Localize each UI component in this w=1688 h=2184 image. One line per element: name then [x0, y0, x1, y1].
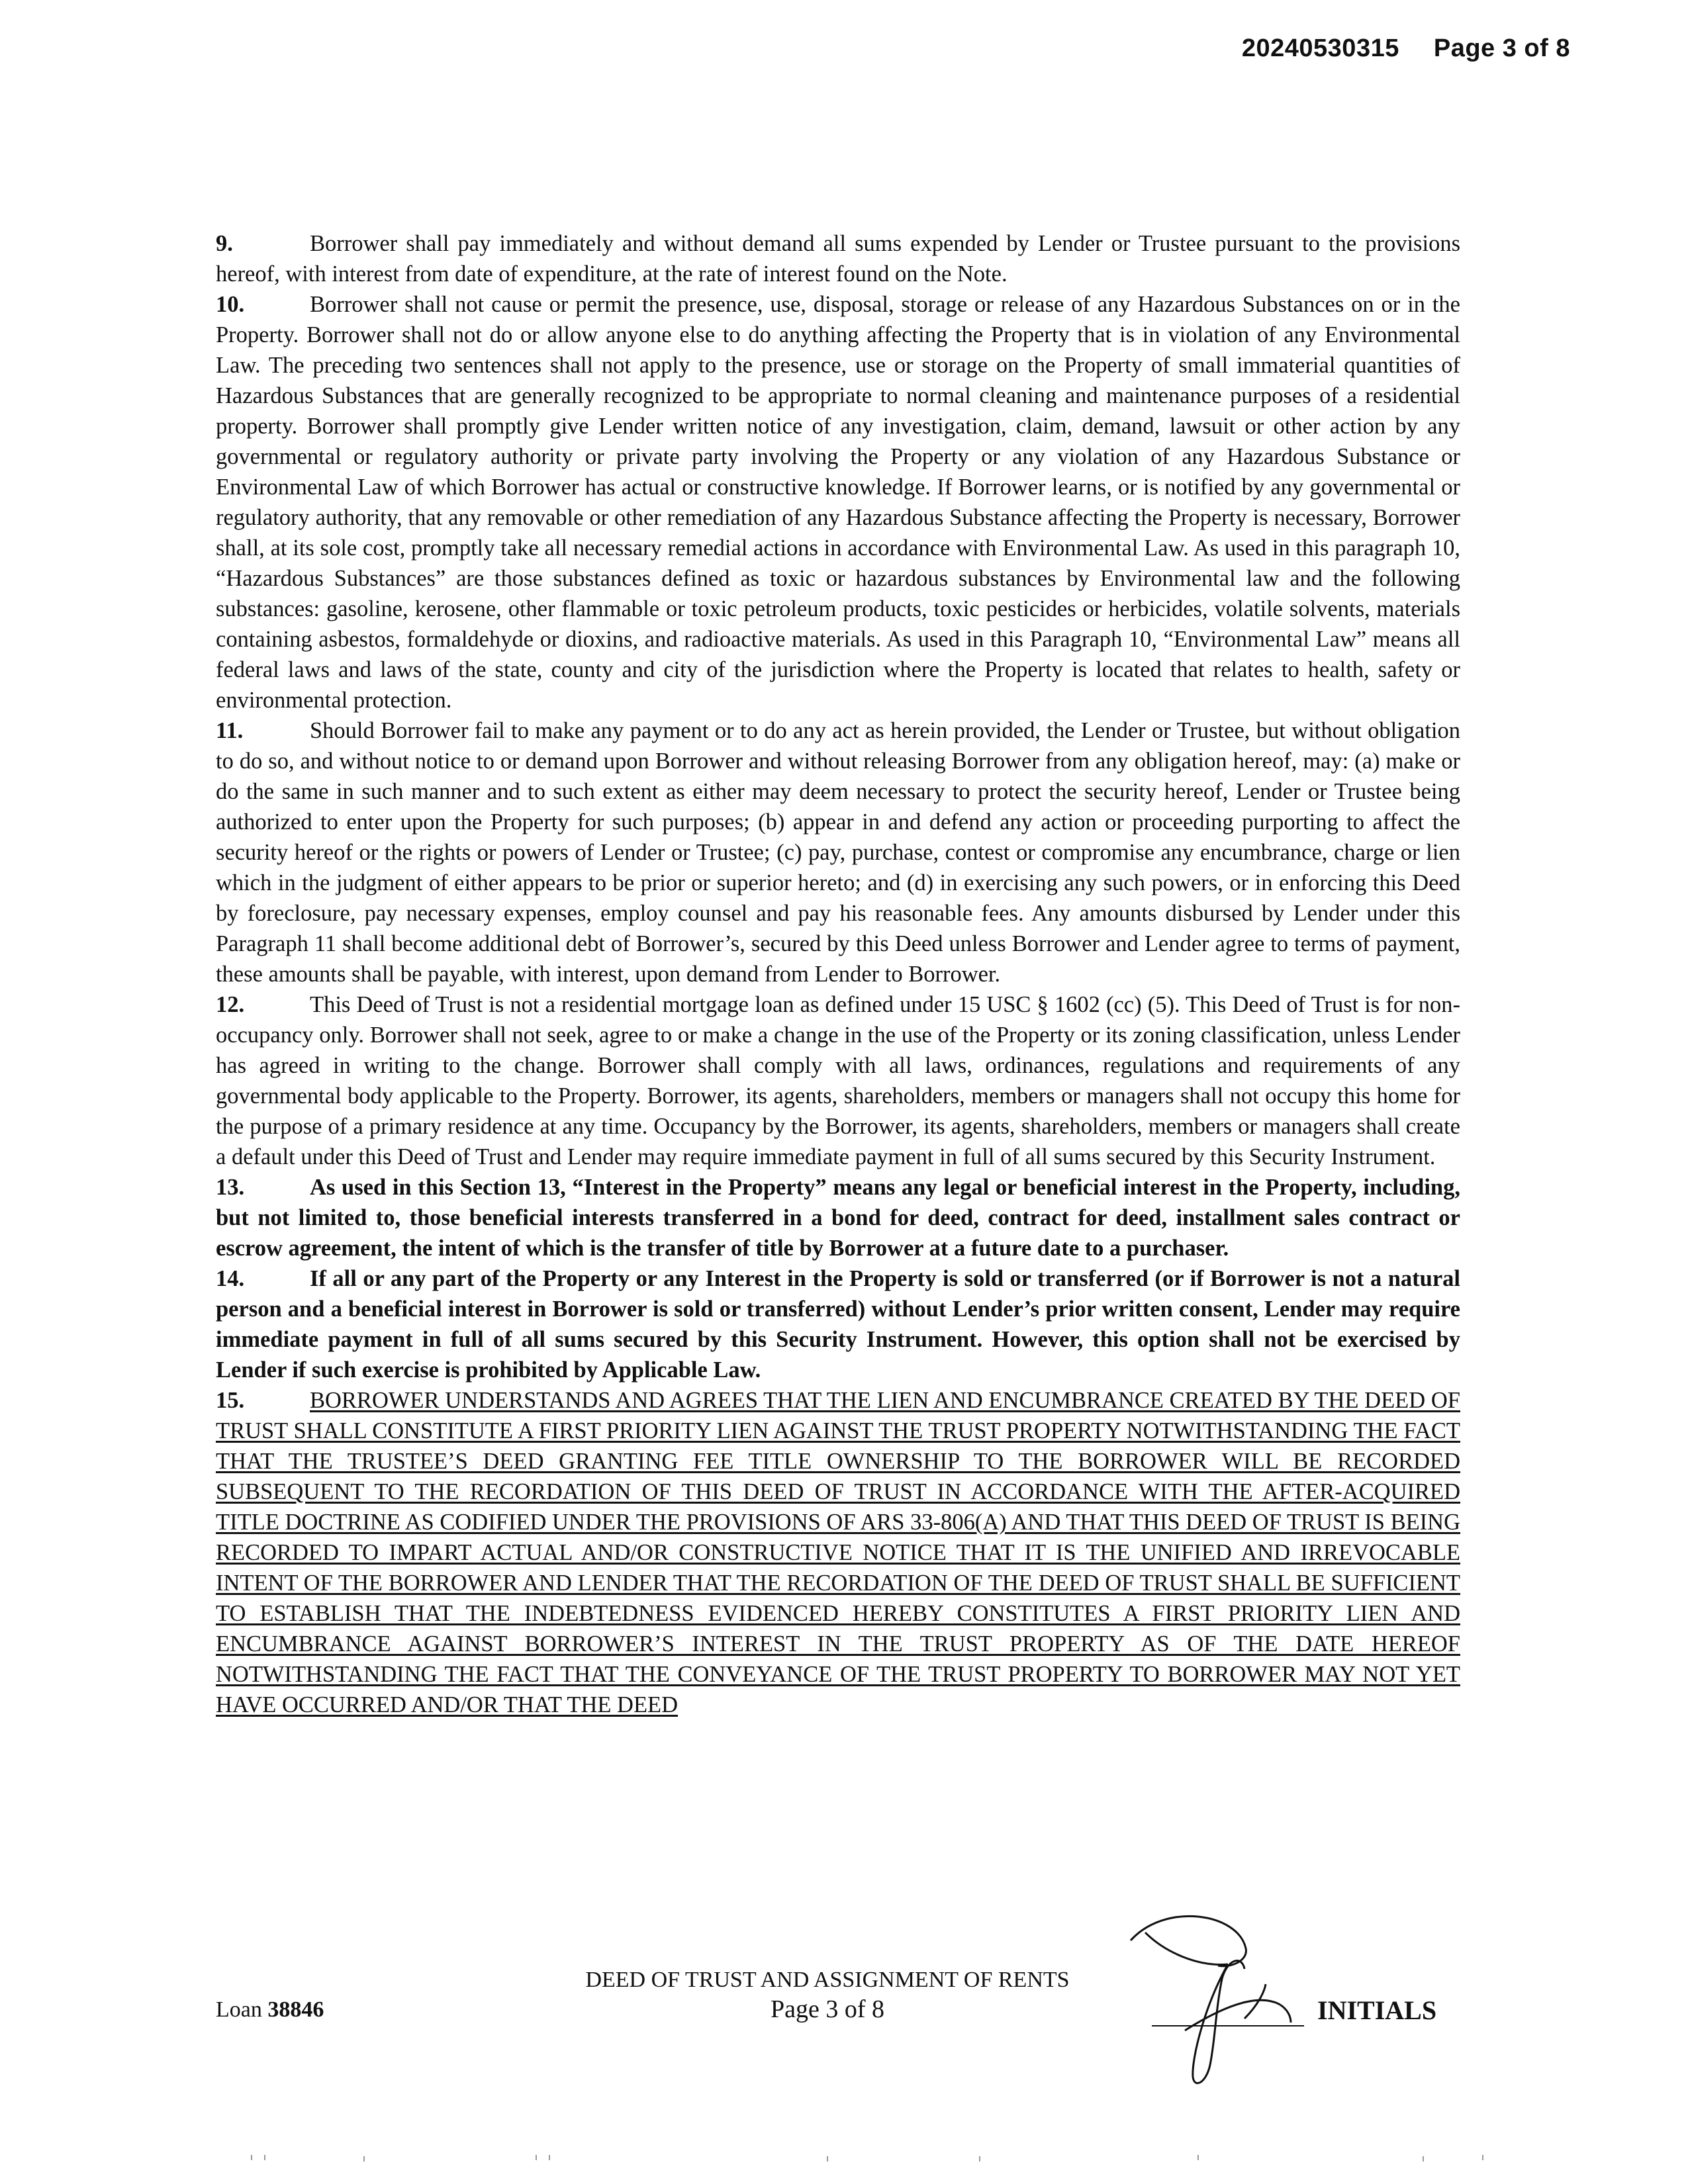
footer-title-block: [530, 1966, 1125, 2024]
loan-number: 38846: [267, 1997, 324, 2022]
paragraph-text: If all or any part of the Property or any Interest in the Property is sold or transferred (or if Borrower is not a natural person and a beneficial interest in Borrower is sold or transferred) without Lender’s prior written consent, Lender may require immediate payment in full of all sums secured by this Security Instrument. However, this option shall not be exercised by Lender if such exercise is prohibited by Applicable Law.: [216, 1266, 1460, 1383]
paragraph-number: 11.: [216, 718, 244, 743]
header-page-label: Page 3 of 8: [1433, 34, 1570, 62]
document-number: 20240530315: [1241, 34, 1399, 62]
paragraph-text: Should Borrower fail to make any payment or to do any act as herein provided, the Lender or Trustee, but without obligation to do so, and without notice to or demand upon Borrower and without releasing Borrower from any obligation hereof, may: (a) make or do the same in such manner and to such extent as either may deem necessary to protect the security hereof, Lender or Trustee being authorized to enter upon the Property for such purposes; (b) appear in and defend any action or proceeding purporting to affect the security hereof or the rights or powers of Lender or Trustee; (c) pay, purchase, contest or compromise any encumbrance, charge or lien which in the judgment of either appears to be prior or superior hereto; and (d) in exercising any such powers, or in enforcing this Deed by foreclosure, pay necessary expenses, employ counsel and pay his reasonable fees. Any amounts disbursed by Lender under this Paragraph 11 shall become additional debt of Borrower’s, secured by this Deed unless Borrower and Lender agree to terms of payment, these amounts shall be payable, with interest, upon demand from Lender to Borrower.: [216, 718, 1460, 987]
loan-reference: [216, 1997, 324, 2023]
paragraph-text: Borrower shall pay immediately and without demand all sums expended by Lender or Trustee pursuant to the provisions hereof, with interest from date of expenditure, at the rate of interest found on the Note.: [216, 231, 1460, 287]
paragraph-15: [216, 1385, 1460, 1720]
loan-prefix: Loan: [216, 1997, 262, 2022]
recording-stamp: [1242, 34, 1570, 63]
paragraph-number: 10.: [216, 292, 245, 317]
footer-page-label: Page 3 of 8: [770, 1995, 885, 2023]
paragraph-text: BORROWER UNDERSTANDS AND AGREES THAT THE LIEN AND ENCUMBRANCE CREATED BY THE DEED OF TRUST SHALL CONSTITUTE A FIRST PRIORITY LIEN AGAINST THE TRUST PROPERTY NOTWITHSTANDING THE FACT THAT THE TRUSTEE’S DEED GRANTING FEE TITLE OWNERSHIP TO THE BORROWER WILL BE RECORDED SUBSEQUENT TO THE RECORDATION OF THIS DEED OF TRUST IN ACCORDANCE WITH THE AFTER-ACQUIRED TITLE DOCTRINE AS CODIFIED UNDER THE PROVISIONS OF ARS 33-806(A) AND THAT THIS DEED OF TRUST IS BEING RECORDED TO IMPART ACTUAL AND/OR CONSTRUCTIVE NOTICE THAT IT IS THE UNIFIED AND IRREVOCABLE INTENT OF THE BORROWER AND LENDER THAT THE RECORDATION OF THE DEED OF TRUST SHALL BE SUFFICIENT TO ESTABLISH THAT THE INDEBTEDNESS EVIDENCED HEREBY CONSTITUTES A FIRST PRIORITY LIEN AND ENCUMBRANCE AGAINST BORROWER’S INTEREST IN THE TRUST PROPERTY AS OF THE DATE HEREOF NOTWITHSTANDING THE FACT THAT THE CONVEYANCE OF THE TRUST PROPERTY TO BORROWER MAY NOT YET HAVE OCCURRED AND/OR THAT THE DEED: [216, 1388, 1460, 1717]
paragraph-number: 9.: [216, 231, 233, 256]
paragraph-13: [216, 1172, 1460, 1263]
initials-signature-line: [1152, 2025, 1304, 2026]
initials-signature: [1092, 1906, 1344, 2098]
paragraph-number: 15.: [216, 1388, 245, 1413]
document-body: [216, 228, 1460, 1720]
paragraph-text: As used in this Section 13, “Interest in the Property” means any legal or beneficial interest in the Property, including, but not limited to, those beneficial interests transferred in a bond for deed, contract for deed, installment sales contract or escrow agreement, the intent of which is the transfer of title by Borrower at a future date to a purchaser.: [216, 1175, 1460, 1261]
paragraph-text: This Deed of Trust is not a residential mortgage loan as defined under 15 USC § 1602 (cc) (5). This Deed of Trust is for non-occupancy only. Borrower shall not seek, agree to or make a change in the use of the Property or its zoning classification, unless Lender has agreed in writing to the change. Borrower shall comply with all laws, ordinances, regulations and requirements of any governmental body applicable to the Property. Borrower, its agents, shareholders, members or managers shall not occupy this home for the purpose of a primary residence at any time. Occupancy by the Borrower, its agents, shareholders, members or managers shall create a default under this Deed of Trust and Lender may require immediate payment in full of all sums secured by this Security Instrument.: [216, 992, 1460, 1169]
paragraph-number: 14.: [216, 1266, 245, 1291]
paragraph-number: 13.: [216, 1175, 245, 1200]
paragraph-9: [216, 228, 1460, 289]
paragraph-12: [216, 989, 1460, 1172]
paragraph-text: Borrower shall not cause or permit the presence, use, disposal, storage or release of any Hazardous Substances on or in the Property. Borrower shall not do or allow anyone else to do anything affecting the Property that is in violation of any Environmental Law. The preceding two sentences shall not apply to the presence, use or storage on the Property of small immaterial quantities of Hazardous Substances that are generally recognized to be appropriate to normal cleaning and maintenance purposes of a residential property. Borrower shall promptly give Lender written notice of any investigation, claim, demand, lawsuit or other action by any governmental or regulatory authority or private party involving the Property or any violation of any Hazardous Substance or Environmental Law of which Borrower has actual or constructive knowledge. If Borrower learns, or is notified by any governmental or regulatory authority, that any removable or other remediation of any Hazardous Substance affecting the Property is necessary, Borrower shall, at its sole cost, promptly take all necessary remedial actions in accordance with Environmental Law. As used in this paragraph 10, “Hazardous Substances” are those substances defined as toxic or hazardous substances by Environmental law and the following substances: gasoline, kerosene, other flammable or toxic petroleum products, toxic pesticides or herbicides, volatile solvents, materials containing asbestos, formaldehyde or dioxins, and radioactive materials. As used in this Paragraph 10, “Environmental Law” means all federal laws and laws of the state, county and city of the jurisdiction where the Property is located that relates to health, safety or environmental protection.: [216, 292, 1460, 713]
paragraph-14: [216, 1263, 1460, 1385]
initials-label: INITIALS: [1317, 1995, 1437, 2025]
paragraph-11: [216, 715, 1460, 989]
footer-document-title: DEED OF TRUST AND ASSIGNMENT OF RENTS: [585, 1968, 1070, 1992]
paragraph-10: [216, 289, 1460, 715]
paragraph-number: 12.: [216, 992, 245, 1017]
scan-artifacts: [0, 2151, 1688, 2171]
